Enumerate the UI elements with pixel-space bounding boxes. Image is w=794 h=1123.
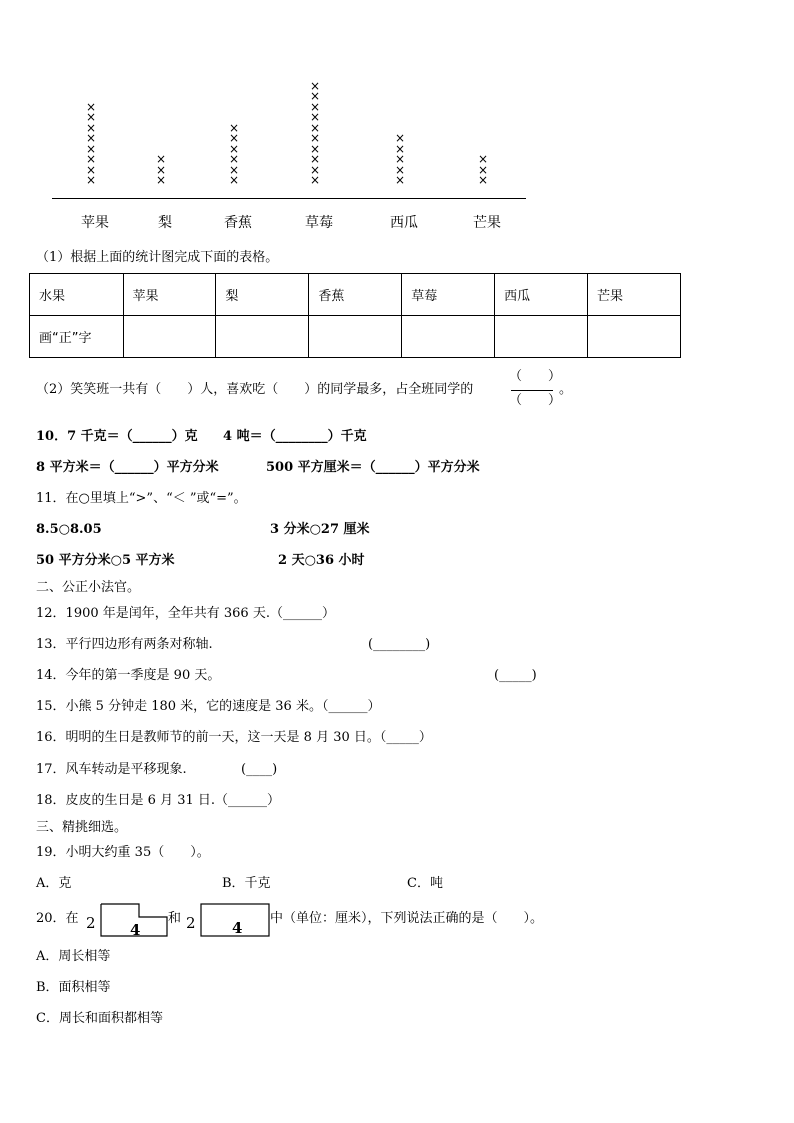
tally-mark: × [228, 152, 240, 166]
table-cell: 苹果 [123, 274, 216, 316]
category-label: 芒果 [473, 215, 501, 231]
table-cell: 西瓜 [495, 274, 588, 316]
answer-cell[interactable] [402, 316, 495, 358]
tally-mark: × [85, 152, 97, 166]
tally-mark: × [394, 141, 406, 156]
tally-mark: × [228, 120, 240, 135]
tally-mark: × [477, 162, 489, 177]
tally-mark: × [309, 131, 321, 145]
chart-baseline [52, 198, 526, 199]
tally-mark: × [155, 152, 167, 166]
figure-width-label: 4 [232, 919, 243, 937]
table-cell: 草莓 [402, 274, 495, 316]
tally-mark: × [85, 110, 97, 124]
q15: 15．小熊 5 分钟走 180 米，它的速度是 36 米。（______） [36, 699, 381, 714]
q13-blank[interactable]: (________) [368, 637, 431, 652]
tally-mark: × [228, 173, 240, 187]
answer-cell[interactable] [123, 316, 216, 358]
tally-mark: × [394, 162, 406, 177]
l-shape-figure [82, 900, 168, 940]
part2-end: 。 [559, 382, 573, 397]
q19-option-c[interactable]: C．吨 [407, 876, 443, 891]
q12: 12．1900 年是闰年，全年共有 366 天.（______） [36, 606, 335, 621]
category-label: 梨 [158, 215, 172, 231]
tally-mark: × [85, 131, 97, 145]
tally-mark: × [228, 141, 240, 156]
figure-height-label: 2 [186, 914, 196, 932]
table-row-label: 画“正”字 [30, 316, 124, 358]
q10-line2-a: 8 平方米＝（______）平方分米 [36, 460, 219, 475]
tally-mark: × [477, 173, 489, 187]
q20-mid: 和 [168, 911, 182, 926]
section-heading: 三、精挑细选。 [36, 820, 128, 835]
q11-d: 2 天○36 小时 [278, 553, 365, 568]
tally-mark: × [155, 162, 167, 177]
tally-mark: × [309, 78, 321, 93]
q10-line2-b: 500 平方厘米＝（______）平方分米 [266, 460, 480, 475]
tally-mark: × [477, 152, 489, 166]
q14-blank[interactable]: (_____) [494, 668, 537, 683]
part1-instruction: （1）根据上面的统计图完成下面的表格。 [36, 250, 279, 265]
q19-stem: 19．小明大约重 35（ ）。 [36, 845, 210, 860]
category-label: 香蕉 [224, 215, 252, 231]
tally-mark: × [394, 131, 406, 145]
tally-table [29, 273, 681, 358]
tally-mark: × [309, 173, 321, 187]
q13: 13．平行四边形有两条对称轴. [36, 637, 213, 652]
tally-mark: × [155, 173, 167, 187]
fraction-numerator: （ ） [509, 369, 562, 384]
tally-mark: × [309, 162, 321, 177]
category-label: 草莓 [305, 215, 333, 231]
tally-mark: × [85, 99, 97, 114]
category-label: 西瓜 [390, 215, 418, 231]
fraction-denominator: （ ） [509, 393, 562, 408]
section-heading: 二、公正小法官。 [36, 580, 141, 595]
answer-cell[interactable] [216, 316, 309, 358]
tally-mark: × [309, 152, 321, 166]
tally-mark: × [309, 120, 321, 135]
q20-option-a[interactable]: A．周长相等 [36, 949, 111, 964]
table-row [30, 316, 681, 358]
fraction-blank[interactable] [509, 367, 562, 413]
tally-mark: × [85, 162, 97, 177]
rectangle-figure [182, 900, 272, 940]
tally-mark: × [309, 99, 321, 114]
tally-mark: × [85, 120, 97, 135]
tally-mark: × [309, 89, 321, 103]
figure-width-label: 4 [130, 921, 141, 939]
pictograph-chart [0, 0, 794, 240]
fraction-bar [511, 390, 553, 391]
table-cell: 梨 [216, 274, 309, 316]
q20-pre: 20．在 [36, 911, 79, 926]
q17: 17．风车转动是平移现象. [36, 762, 187, 777]
q10-line1-a: 10．7 千克＝（______）克 [36, 429, 198, 444]
figure-height-label: 2 [86, 914, 96, 932]
q11-a: 8.5○8.05 [36, 522, 102, 537]
category-label: 苹果 [81, 215, 109, 231]
q14: 14．今年的第一季度是 90 天。 [36, 668, 221, 683]
q20-option-c[interactable]: C．周长和面积都相等 [36, 1011, 163, 1026]
q19-option-a[interactable]: A．克 [36, 876, 72, 891]
tally-mark: × [228, 131, 240, 145]
tally-mark: × [309, 141, 321, 156]
q18: 18．皮皮的生日是 6 月 31 日.（______） [36, 793, 281, 808]
q11-c: 50 平方分米○5 平方米 [36, 553, 175, 568]
tally-mark: × [85, 173, 97, 187]
answer-cell[interactable] [495, 316, 588, 358]
q20-post: 中（单位：厘米），下列说法正确的是（ ）。 [270, 911, 544, 926]
answer-cell[interactable] [309, 316, 402, 358]
tally-mark: × [228, 162, 240, 177]
q17-blank[interactable]: (____) [241, 762, 278, 777]
q20-option-b[interactable]: B．面积相等 [36, 980, 111, 995]
table-header-row [30, 274, 681, 316]
tally-mark: × [85, 141, 97, 156]
table-cell: 水果 [30, 274, 124, 316]
tally-mark: × [309, 110, 321, 124]
q11-title: 11．在○里填上“>”、“＜ ”或“=”。 [36, 491, 247, 506]
tally-mark: × [394, 173, 406, 187]
q16: 16．明明的生日是教师节的前一天，这一天是 8 月 30 日。（_____） [36, 730, 432, 745]
q10-line1-b: 4 吨＝（________）千克 [223, 429, 367, 444]
table-cell: 香蕉 [309, 274, 402, 316]
tally-mark: × [394, 152, 406, 166]
part2-question: （2）笑笑班一共有（ ）人，喜欢吃（ ）的同学最多，占全班同学的 [36, 382, 474, 397]
q19-option-b[interactable]: B．千克 [222, 876, 271, 891]
answer-cell[interactable] [588, 316, 681, 358]
q11-b: 3 分米○27 厘米 [270, 522, 370, 537]
table-cell: 芒果 [588, 274, 681, 316]
